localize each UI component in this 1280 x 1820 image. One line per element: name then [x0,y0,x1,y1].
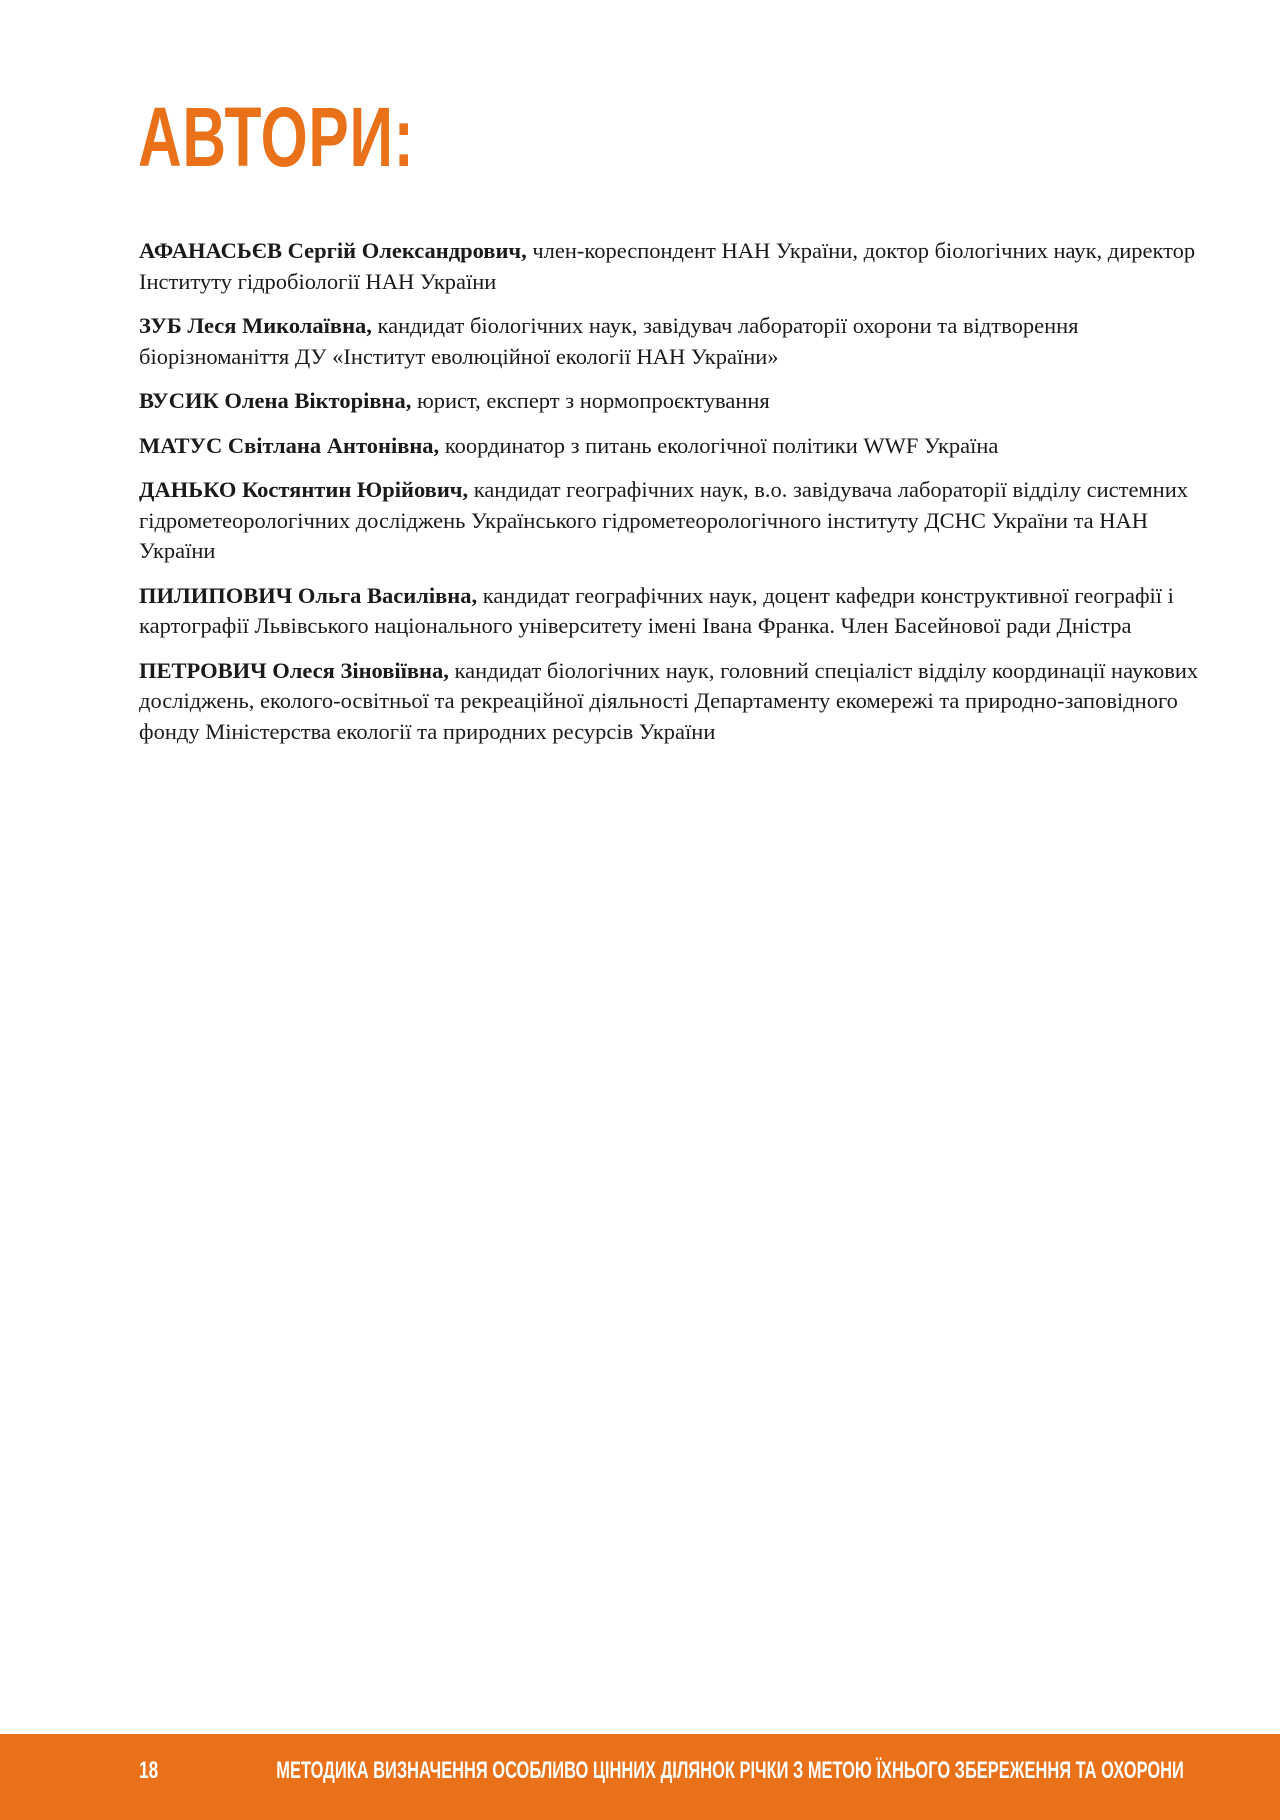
author-entry [139,311,1199,372]
author-name: ВУСИК Олена Вікторівна, [139,388,412,413]
author-description: кандидат біологічних наук, головний спеціаліст відділу координації наукових досліджень, еколого-освітньої та рекреаційної діяльності Департаменту екомережі та природно-заповідного фонду Міністерства екології та природних ресурсів України [139,657,1199,744]
author-name: МАТУС Світлана Антонівна, [139,432,440,458]
author-description: кандидат біологічних наук, завідувач лабораторії охорони та відтворення біорізноманіття ДУ «Інститут еволюційної екології НАН України» [139,313,1079,369]
author-entry [139,475,1199,567]
authors-list [139,236,1199,761]
author-name: ПИЛИПОВИЧ Ольга Василівна, [139,582,478,608]
author-name: ЗУБ Леся Миколаївна, [139,313,372,338]
page-title: АВТОРИ: [138,90,415,184]
author-description: кандидат географічних наук, в.о. завідувача лабораторії відділу системних гідрометеорологічних досліджень Українського гідрометеорологічного інституту ДСНС України та НАН України [139,477,1188,563]
author-entry [139,236,1199,297]
page-number: 18 [139,1757,159,1784]
author-entry [139,656,1199,748]
page-footer [0,1734,1280,1820]
author-name: ПЕТРОВИЧ Олеся Зіновіївна, [139,657,449,683]
author-description: член-кореспондент НАН України, доктор біологічних наук, директор Інституту гідробіології НАН України [139,238,1196,294]
author-description: кандидат географічних наук, доцент кафедри конструктивної географії і картографії Львівського національного університету імені Івана Франка. Член Басейнової ради Дністра [139,582,1174,638]
running-title: МЕТОДИКА ВИЗНАЧЕННЯ ОСОБЛИВО ЦІННИХ ДІЛЯНОК РІЧКИ З МЕТОЮ ЇХНЬОГО ЗБЕРЕЖЕННЯ ТА ОХОРОНИ [276,1757,1184,1784]
author-entry [139,581,1199,642]
author-name: ДАНЬКО Костянтин Юрійович, [139,477,469,502]
author-name: АФАНАСЬЄВ Сергій Олександрович, [139,238,527,263]
author-entry [139,431,1199,462]
author-entry [139,386,1199,417]
author-description: координатор з питань екологічної політики WWF Україна [439,432,999,458]
author-description: юрист, експерт з нормопроєктування [411,388,770,413]
